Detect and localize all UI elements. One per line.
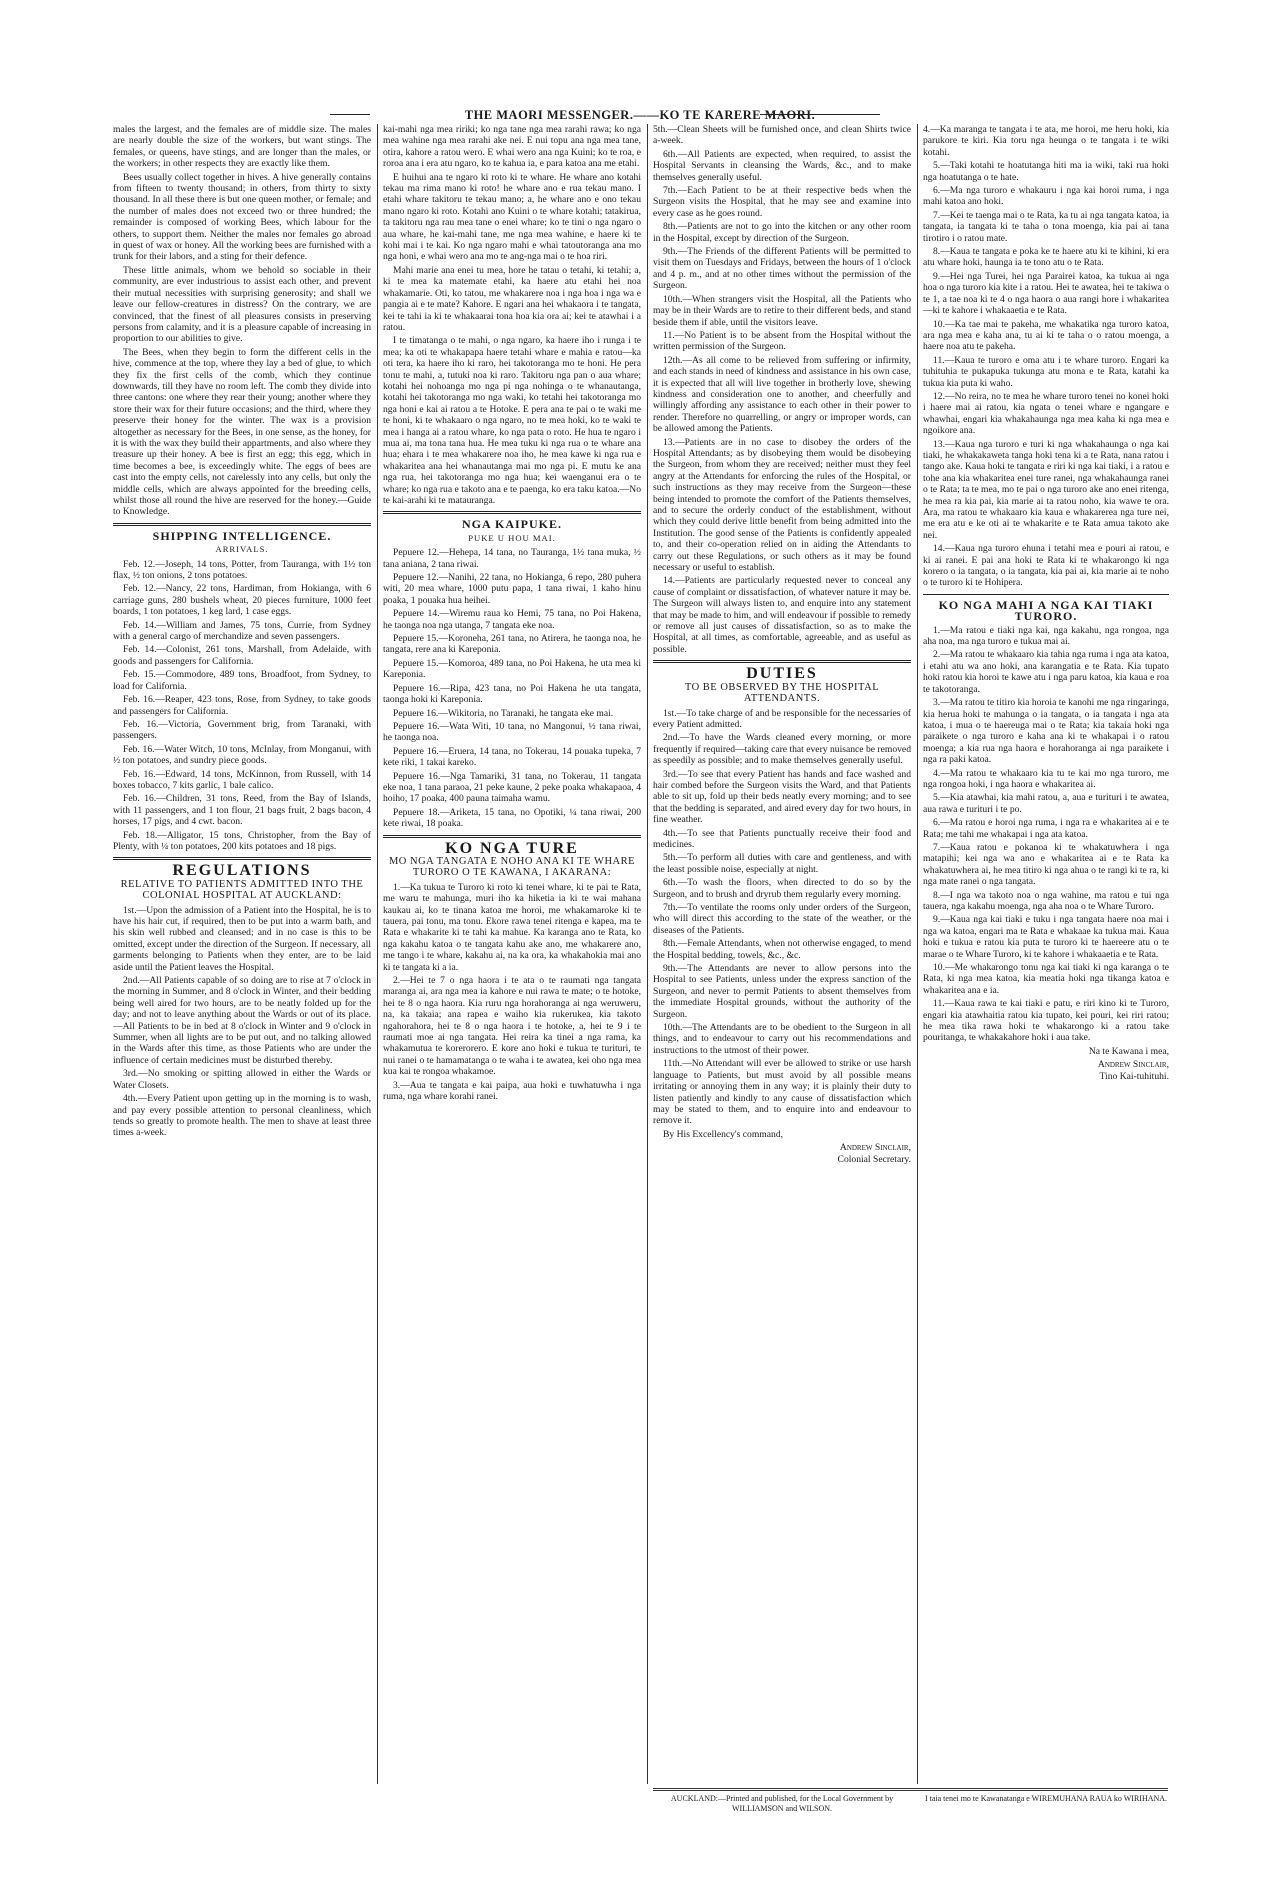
paragraph: 1.—Ma ratou e tiaki nga kai, nga kakahu, nga rongoa, nga aha noa, ma nga turoro e tukua mai ai. <box>923 624 1169 648</box>
paragraph: 10th.—When strangers visit the Hospital, all the Patients who may be in their Wards are to retire to their different beds, and stand beside them if able, until the visitors leave. <box>653 293 911 328</box>
signature-closing: Na te Kawana i mea, <box>1088 1045 1169 1057</box>
list-item: Feb. 16.—Children, 31 tons, Reed, from the Bay of Islands, with 11 passengers, and 1 ton flour, 21 bags fruit, 2 bags bacon, 4 horses, 17 pigs, and 4 cwt. bacon. <box>113 793 371 828</box>
paragraph: 13.—Kaua nga turoro e turi ki nga whakahaunga o nga kai tiaki, he whakakaweta tanga hoki tena ki a te Rata, nana ratou i tango ake. Kaua hoki te tangata e riri ki nga kai tiaki, i a ratou e tohe ana kia whakaritea enei ture ranei, nga whakahaunga ranei o te Rata; ta te mea, mo te pai o nga turoro ake ano enei ritenga, he mea ra kia pai, kia marie ai ta ratou noho, kia wawe te ora. Ara, ma ratou te whakaaro kia kaua e whakarerea nga ture nei, me era atu e ke oti ai te whakarite e te Rata amua takoto ake nei. <box>923 438 1169 541</box>
column-3 <box>653 124 911 1774</box>
signature-name: Andrew Sinclair, <box>1097 1059 1169 1071</box>
paragraph: 5th.—To perform all duties with care and gentleness, and with the least possible noise, especially at night. <box>653 852 911 875</box>
paragraph: 4.—Ka maranga te tangata i te ata, me horoi, me heru hoki, kia parukore te kiri. Kia toru nga heunga o te tangata i te wiki kotahi. <box>923 124 1169 158</box>
paragraph: E huihui ana te ngaro ki roto ki te whare. He whare ano kotahi tekau ma rima mano ki roto! he whare ano e rua tekau mano. I etahi whare takitoru te tekau mano; a, he whare ano e ono tekau mano ngaro ki roto. Kotahi ano Kuini o te whare kotahi; tatakirua, ta takitoru nga rau mea tane o enei whare; ko te tini o nga ngaro o aua whare, he kai-mahi tane, me nga mea wahine, e haere ki te kohi mai i te kai. Ko nga ngaro mahi e whai tatoutoranga ana mo nga honi, e whai wero ana mo te ang-nga mai o te hoa riri. <box>383 171 641 263</box>
paragraph: 10th.—The Attendants are to be obedient to the Surgeon in all things, and to endeavour to carry out his recommendations and instructions to the utmost of their power. <box>653 1022 911 1056</box>
list-item: Feb. 18.—Alligator, 15 tons, Christopher, from the Bay of Plenty, with ¼ ton potatoes, 200 kits potatoes and 18 pigs. <box>113 829 371 852</box>
column-rule <box>647 124 648 1784</box>
ture-subtitle: MO NGA TANGATA E NOHO ANA KI TE WHARE TURORO O TE KAWANA, I AKARANA: <box>388 855 636 879</box>
paragraph: 1.—Ka tukua te Turoro ki roto ki tenei whare, ki te pai te Rata, me waru te mahunga, muri iho ka hiketia ia ki te wai mahana kaukau ai, ko te tinana katoa me horoi, me whakamaroke ki te tauera, pai tonu, ma tonu. Ekore rawa tenei ritenga e kapea, ma te Rata e whakarite ki te tahi ka mahue. Ka karanga ano te Rata, ko nga kakahu katoa o te tangata kahu ake ano, me whakarere ano, me tango i te whare, kakahu ai, na ka ora, ka whakahokia mai ano ki te tangata ki a ia. <box>383 881 641 973</box>
paragraph: 3.—Ma ratou te titiro kia horoia te kanohi me nga ringaringa, kia heruа hoki te mahunga o ia tangata, o ia tangata i nga ata katoa, i mua o te haereuga mai o te Rata; kia takaia hoki nga paraikete o nga turoro e kaha ana ki te whakapai i o ratou moenga; a kia rua nga haora e horahoranga ai nga paraikete i nga ra paki katoa. <box>923 697 1169 766</box>
paragraph: 6th.—To wash the floors, when directed to do so by the Surgeon, and to brush and dryrub them regularly every morning. <box>653 877 911 900</box>
list-item: Pepuere 16.—Ripa, 423 tana, no Poi Hakena he uta tangata, taonga hoki ki Kareponia. <box>383 682 641 706</box>
list-item: Pepuere 16.—Wata Witi, 10 tana, no Mangonui, ½ tana riwai, he taonga noa. <box>383 720 641 744</box>
footer-rule <box>653 1788 1168 1791</box>
list-item: Pepuere 16.—Wikitoria, no Taranaki, he tangata eke mai. <box>393 707 614 719</box>
paragraph: 2.—Ma ratou te whakaaro kia tahia nga ruma i nga ata katoa, i etahi atu wa ano hoki, ana karangatia e te Rata. Kia tupato hoki ratou kia horoi te kawe atu i nga paru katoa, kia kaua e roa te takotoranga. <box>923 649 1169 695</box>
section-divider <box>383 835 641 838</box>
paragraph: 2.—Hei te 7 o nga haora i te ata o te raumati nga tangata maranga ai, ara nga mea ia kahore e nui rawa te mate; o te hotoke, hei te 8 o nga haora. Kia ruru nga horahoranga ai nga weruweru, na, ka takaia; ana rapea e waiho kia rukerukea, kia takoto ngahorahora, hei te 8 o nga haora i te hotoke, a, hei te 9 i te raumati moe ai nga tangata. Hei reira ka tinei a nga rama, ka whakamutua te korerorero. E kore ano hoki e tukua te turituri, te nui ranei o te hamamatanga o te waha i te awatea, kei oho nga mea kua kai te rongoa whakamoe. <box>383 975 641 1078</box>
shipping-list <box>113 559 371 853</box>
list-item: Pepuere 18.—Ariketa, 15 tana, no Opotiki, ¼ tana riwai, 200 kete riwai, 18 poaka. <box>383 806 641 830</box>
list-item: Pepuere 16.—Nga Tamariki, 31 tana, no Tokerau, 11 tangata eke noa, 1 tana paraoa, 21 peke kaune, 2 peke poaka whakapaoa, 4 hoiho, 17 poaka, 400 pauna taimaha wamu. <box>383 770 641 805</box>
section-divider <box>923 594 1169 595</box>
kaipuke-heading: NGA KAIPUKE. <box>461 517 562 532</box>
list-item: Feb. 16.—Water Witch, 10 tons, McInlay, from Monganui, with ½ ton potatoes, and sundry piece goods. <box>113 743 371 767</box>
list-item: Feb. 16.—Victoria, Government brig, from Taranaki, with passengers. <box>113 718 371 742</box>
paragraph: 6.—Ma ratou e horoi nga ruma, i nga ra e whakaritea ai e te Rata; me tahi me whakapai i nga ata katoa. <box>923 817 1169 840</box>
section-divider <box>383 511 641 514</box>
list-item: Pepuere 12.—Nanihi, 22 tana, no Hokianga, 6 repo, 280 puhera witi, 20 mea whare, 1000 putu papa, 1 tana riwai, 1 kaho hinu poaka, 1 pouaka hua heihei. <box>383 572 641 606</box>
list-item: Pepuere 12.—Hehepa, 14 tana, no Tauranga, 1½ tana muka, ½ tana aniana, 2 tana riwai. <box>383 547 641 570</box>
closing-line: By His Excellency's command, <box>663 1128 784 1140</box>
paragraph: The Bees, when they begin to form the different cells in the hive, commence at the top, where they lay a bed of glue, to which they fix the first cells of the comb, which they continue downwards, till they have no room left. The comb they divide into three cantons: one where they rear their young; another where they store their wax for their future occasions; and the third, where they preserve their honey for the winter. The wax is a provision altogether as necessary for the Bees, in one sense, as the honey, for it is with the wax they build their appartments, and also where they treasure up their honey. A bee is first an egg; this egg, which in time becomes a bee, is exceedingly white. The eggs of bees are cast into the empty cells, not carelessly into any cells, but only the middle cells, which are always appointed for the breeding cells, whilst those all round the hive are reserved for the honey.—Guide to Knowledge. <box>113 346 371 518</box>
paragraph: 12.—No reira, no te mea he whare turoro tenei no konei hoki i haere mai ai ratou, kia ngata o tenei whare e ngangare e whawhai, engari kia whakahaunga nga mea kaha ki nga mea e ngoikore ana. <box>923 390 1169 437</box>
column-2 <box>383 124 641 1784</box>
paragraph: 2nd.—All Patients capable of so doing are to rise at 7 o'clock in the morning in Summer, and 8 o'clock in Winter, and their bedding being well aired for two hours, are to be neatly folded up for the day; and not to leave anything about the Wards or out of its place.—All Patients to be in bed at 8 o'clock in Winter and 9 o'clock in Summer, when all lights are to be put out, and no talking allowed in the Wards after this time, as those Patients who are under the influence of certain medicines must be disturbed thereby. <box>113 975 371 1066</box>
paragraph: 4.—Ma ratou te whakaaro kia tu te kai mo nga turoro, me nga rongoa hoki, i nga haora e whakaritea ai. <box>923 767 1169 790</box>
paragraph: 8th.—Female Attendants, when not otherwise engaged, to mend the Hospital bedding, towels, &c., &c. <box>653 938 911 961</box>
paragraph: 11.—Kaua te turoro e oma atu i te whare turoro. Engari ka tuhituhia te pukapuka tukunga atu mona e te Rata, katahi ka tukua kia puta ki waho. <box>923 354 1169 389</box>
paragraph: 11th.—No Attendant will ever be allowed to strike or use harsh language to Patients, but must avoid by all possible means irritating or annoying them in any way; it is plainly their duty to listen patiently and kindly to any cause of dissatisfaction which may be stated to them, and to enquire into and endeavour to remove it. <box>653 1058 911 1127</box>
paragraph: 5.—Taki kotahi te hoatutanga hiti ma ia wiki, taki rua hoki nga hoatutanga o te hate. <box>923 160 1169 183</box>
regulations-heading: REGULATIONS <box>172 862 312 880</box>
paragraph: 9th.—The Friends of the different Patients will be permitted to visit them on Tuesdays and Fridays, between the hours of 1 o'clock and 4 p. m., and at no other times without the permission of the Surgeon. <box>653 246 911 292</box>
duties-subtitle: TO BE OBSERVED BY THE HOSPITAL ATTENDANTS. <box>684 681 880 705</box>
kaipuke-subheading: PUKE U HOU MAI. <box>468 532 556 543</box>
list-item: Feb. 12.—Nancy, 22 tons, Hardiman, from Hokianga, with 6 carriage guns, 280 bushels wheat, 20 pieces furniture, 1000 feet boards, 1 ton potatoes, 1 keg lard, 1 case eggs. <box>113 583 371 618</box>
list-item: Feb. 16.—Reaper, 423 tons, Rose, from Sydney, to take goods and passengers for California. <box>113 694 371 717</box>
section-divider <box>113 857 371 860</box>
paragraph: 12th.—As all come to be relieved from suffering or infirmity, and each stands in need of kindness and assistance in his own case, it is expected that all will live together in brotherly love, shewing kindness and consideration one to another, and cheerfully and willingly affording any assistance to each other in their power to render. Therefore no quarrelling, or angry or improper words, can be allowed among the Patients. <box>653 354 911 435</box>
paragraph: 8.—I nga wa takoto noa o nga wahine, ma ratou e tui nga tauera, nga kakahu moenga, nga aha noa o te Whare Turoro. <box>923 889 1169 912</box>
paragraph: 10.—Ka tae mai te pakeha, me whakatika nga turoro katoa, ara nga mea e kaha ana, tu ai ki te taha o o ratou moenga, a haere noa atu te pakeha. <box>923 318 1169 353</box>
paragraph: These little animals, whom we behold so sociable in their community, are ever industrious to assist each other, and prevent their mutual necessities with surprising generosity; and shall we leave our fellow-creatures in distress? On the contrary, we are convinced, that the finest of all pleasures consists in preserving persons from calamity, and it is a pleasure capable of increasing in proportion to our abilities to give. <box>113 264 371 345</box>
list-item: Pepuere 14.—Wiremu raua ko Hemi, 75 tana, no Poi Hakena, he taonga noa nga utanga, 7 tangata eke noa. <box>383 608 641 631</box>
tiaki-heading: KO NGA MAHI A NGA KAI TIAKI TURORO. <box>938 597 1154 624</box>
list-item: Pepuere 15.—Koroneha, 261 tana, no Atirera, he taonga noa, he tangata, rere ana ki Kareponia. <box>383 633 641 656</box>
paragraph: Bees usually collect together in hives. A hive generally contains from fifteen to twenty thousand; in others, from thirty to sixty thousand. In all these there is but one queen mother, or female; and the number of males does not exceed two or three hundred; the remainder is composed of working Bees, which labour for the others, to support them. Neither the males nor females go abroad in quest of wax or honey. All the working bees are furnished with a trunk for their labors, and a sting for their defence. <box>113 171 371 263</box>
paragraph: 4th.—Every Patient upon getting up in the morning is to wash, and pay every possible attention to personal cleanliness, which tends so greatly to promote health. The men to shave at least three times a-week. <box>113 1093 371 1139</box>
column-rule <box>377 124 378 1784</box>
paragraph: 8th.—Patients are not to go into the kitchen or any other room in the Hospital, except by direction of the Surgeon. <box>653 221 911 244</box>
paragraph: 8.—Kaua te tangata e poka ke te haere atu ki te kihini, ki era atu whare hoki, haunga ia te tono atu o te Rata. <box>923 246 1169 269</box>
masthead: THE MAORI MESSENGER.——KO TE KARERE MAORI. <box>464 108 816 122</box>
paragraph: 9.—Kaua nga kai tiaki e tuku i nga tangata haere noa mai i nga wa katoa, engari ma te Rata e whakaae ka tukua mai. Kaua hoki e tukua e ratou kia puta te turoro ki te haereere atu o te marae o te Whare Turoro, ki te kahore i whakaaetia e te Rata. <box>923 914 1169 960</box>
imprint-maori: I taia tenei mo te Kawanatanga e WIREMUHANA RAUA ko WIRIHANA. <box>924 1794 1168 1803</box>
paragraph: 6th.—All Patients are expected, when required, to assist the Hospital Servants in cleansing the Wards, &c., and to make themselves generally useful. <box>653 148 911 183</box>
masthead-rule-right <box>760 114 880 115</box>
paragraph: 5.—Kia atawhai, kia mahi ratou, a, aua e turituri i te awatea, aua rawa e turituri i te po. <box>923 792 1169 815</box>
paragraph: 3rd.—No smoking or spitting allowed in either the Wards or Water Closets. <box>113 1068 371 1091</box>
list-item: Feb. 14.—William and James, 75 tons, Currie, from Sydney with a general cargo of merchandize and seven passengers. <box>113 619 371 643</box>
paragraph: 1st.—Upon the admission of a Patient into the Hospital, he is to have his hair cut, if required, then to be put into a warm bath, and his skin well rubbed and cleansed; and in no case is this to be omitted, except under the direction of the Surgeon. If necessary, all garments belonging to Patients when they enter, are to be laid aside until the Patient leaves the Hospital. <box>113 904 371 973</box>
signature-name: Andrew Sinclair, <box>839 1142 911 1154</box>
list-item: Feb. 16.—Edward, 14 tons, McKinnon, from Russell, with 14 boxes tobacco, 7 kits garlic, 1 bale calico. <box>113 768 371 791</box>
regulations-subtitle: RELATIVE TO PATIENTS ADMITTED INTO THE COLONIAL HOSPITAL AT AUCKLAND: <box>120 878 364 902</box>
paragraph: I te timatanga o te mahi, o nga ngaro, ka haere iho i runga i te mea; ka oti te whakapapa haere tetahi whare e mahia e ratou—ka oti tera, ka haere iho ki raro, hei takotoranga mo te honi. He pera tonu te mahi, a, tutuki noa ki raro. Takitoru nga pan o aua whare; kotahi hei nohoanga mo nga pi nga nohinga o te whanautanga, kotahi hei takotoranga mo nga waki, ko tetahi hei takotoranga mo nga honi e kai ai ratou a te Hotoke. E pera ana te pai o te waki me te honi, ki te whakaaro o nga ngaro, no te mea hoki, ko te waki te mea i hanga ai a ratou whare, ko nga pata o roto. He hua te ngaro i mua ai, ma tona tana hua. He mea tuku ki nga rua o te whare ana hua; ehara i te mea whakarere noa iho, he mea kawe ki nga rua e whakaritea ana hei whanautanga mai mo nga pi. E mutu ke ana nga rua, hei takotoranga mo nga hua; kei waenganui era o te whare; ko nga rua e takoto ana e te paenga, ko era taku katoa.—No te kai-arahi ki te matauranga. <box>383 335 641 506</box>
paragraph: 6.—Ma nga turoro e whakauru i nga kai horoi ruma, i nga mahi katoa ano hoki. <box>923 185 1169 208</box>
paragraph: 7.—Kaua ratou e pokanoa ki te whakatuwhera i nga matapihi; kei nga wa ano e whakaritea ai e te Rata ka whakatuwhera ai, he mea titiro ki nga ahua o te rangi ki te ra, ki nga mate ranei o nga tangata. <box>923 841 1169 888</box>
paragraph: 3rd.—To see that every Patient has hands and face washed and hair combed before the Surgeon visits the Ward, and that Patients able to sit up, fold up their beds neatly every morning; and to see that the bedding is separated, and aired every day for two hours, in fine weather. <box>653 768 911 826</box>
imprint-english: AUCKLAND:—Printed and published, for the Local Government by WILLIAMSON and WILSON. <box>670 1794 894 1813</box>
paragraph: males the largest, and the females are of middle size. The males are nearly double the size of the workers, but want stings. The females, or queens, have stings, and are longer than the males, or the workers; in other respects they are exactly like them. <box>113 124 371 170</box>
list-item: Feb. 15.—Commodore, 489 tons, Broadfoot, from Sydney, to load for California. <box>113 669 371 692</box>
column-rule <box>917 124 918 1784</box>
paragraph: 2nd.—To have the Wards cleaned every morning, or more frequently if required—taking care that every nuisance be removed as speedily as possible; and to make themselves generally useful. <box>653 732 911 767</box>
ture-heading: KO NGA TURE <box>445 839 579 857</box>
paragraph: 1st.—To take charge of and be responsible for the necessaries of every Patient admitted. <box>653 707 911 730</box>
paragraph: 13.—Patients are in no case to disobey the orders of the Hospital Attendants; as by disobeying them would be disobeying the Surgeon, from whom they are received; neither must they feel angry at the Attendants for enforcing the rules of the Hospital, or such instructions as they may receive from the Surgeon—these being intended to promote the comfort of the Patients themselves, and to secure the orderly conduct of the establishment, without which they could derive little benefit from being admitted into the Institution. The good sense of the Patients is confidently appealed to, and their co-operation relied on in aiding the Attendants to carry out these Regulations, or such others as it may be found necessary or useful to establish. <box>653 436 911 574</box>
duties-heading: DUTIES <box>746 665 818 683</box>
list-item: Pepuere 16.—Eruera, 14 tana, no Tokerau, 14 pouaka tupeka, 7 kete riki, 1 takai kareko. <box>383 745 641 769</box>
paragraph: kai-mahi nga mea ririki; ko nga tane nga mea rarahi rawa; ko nga mea wahine nga mea rarahi ake nei. E nui topu ana nga mea tane, otira, kahore a ratou wero. E whai wero ana nga Kuini; ko te roa, e roroa ana i era atu ngaro, ko te kahua ia, e para katoa ana me etahi. <box>383 124 641 170</box>
shipping-subheading: ARRIVALS. <box>215 544 269 555</box>
paragraph: 11.—Kaua rawa te kai tiaki e patu, e riri kino ki te Turoro, engari kia atawhaitia ratou kia tupato, kei pouri, kei riri ratou; he mea tika rawa hoki te whakarongo ki a ratou take pouritanga, te whakakahore hoki i aua take. <box>923 998 1169 1044</box>
section-divider <box>113 523 371 526</box>
paragraph: Mahi marie ana enei tu mea, hore he tatau o tetahi, ki tetahi; a, ki te mea ka matemate etahi, ka haere atu etahi hei noa whakamarie. Oti, ko tatou, me whakarere noa i nga hoa i nga wa e pangia ai e te mate? Kahore. E ngari ana hei whakaora i te tangata, kei te tahi ia ki te whakaarai tona hoa kia ora ai; kei te atawhai i a ratou. <box>383 264 641 333</box>
list-item: Feb. 12.—Joseph, 14 tons, Potter, from Tauranga, with 1½ ton flax, ½ ton onions, 2 tons potatoes. <box>113 558 371 582</box>
shipping-heading: SHIPPING INTELLIGENCE. <box>152 528 332 543</box>
signature-title: Tino Kai-tuhituhi. <box>1099 1070 1169 1082</box>
paragraph: 7th.—To ventilate the rooms only under orders of the Surgeon, who will direct this according to the state of the weather, or the diseases of the Patients. <box>653 902 911 936</box>
column-4 <box>923 124 1169 1774</box>
list-item: Pepuere 15.—Komoroa, 489 tana, no Poi Hakena, he uta mea ki Kareponia. <box>383 657 641 681</box>
paragraph: 9.—Hei nga Turei, hei nga Parairei katoa, ka tukua ai nga hoa o nga turoro kia kite i a ratou. Hei te awatea, hei te takiwa o te 1, a tae noa ki te 4 o nga haora o aua rangi hore i whakaritea—ki te kahore i whakaaetia e te Rata. <box>923 270 1169 317</box>
paragraph: 7th.—Each Patient to be at their respective beds when the Surgeon visits the Hospital, that he may see and examine into every case as he goes round. <box>653 185 911 219</box>
section-divider <box>653 660 911 663</box>
paragraph: 4th.—To see that Patients punctually receive their food and medicines. <box>653 827 911 850</box>
paragraph: 14.—Patients are particularly requested never to conceal any cause of complaint or dissatisfaction, of whatever nature it may be. The Surgeon will always listen to, and enquire into any statement that may be made to him, and will endeavour if possible to remedy or remove all just causes of dissatisfaction, so as to make the Hospital, at all times, as comfortable, agreeable, and as useful as possible. <box>653 575 911 655</box>
paragraph: 3.—Aua te tangata e kai paipa, aua hoki e tuwhatuwha i nga ruma, nga whare korahi ranei. <box>383 1079 641 1103</box>
signature-title: Colonial Secretary. <box>837 1153 911 1165</box>
bees-article <box>113 124 371 518</box>
paragraph: 7.—Kei te taenga mai o te Rata, ka tu ai nga tangata katoa, ia tangata, ia tangata ki te taha o tona moenga, kia pai ai tana tirotiro i o ratou mate. <box>923 209 1169 244</box>
list-item: Feb. 14.—Colonist, 261 tons, Marshall, from Adelaide, with goods and passengers for California. <box>113 644 371 667</box>
paragraph: 14.—Kaua nga turoro ehuna i tetahi mea e pouri ai ratou, e ki ai ranei. E pai ana hoki te Rata ki te whakarongo ki nga korero o ia tangata, o ia tangata, kia pai ai, kia marie ai te noho o te turoro ki te Hohipera. <box>923 543 1169 589</box>
paragraph: 5th.—Clean Sheets will be furnished once, and clean Shirts twice a-week. <box>653 124 911 147</box>
paragraph: 10.—Me whakarongo tonu nga kai tiaki ki nga karanga o te Rata, ki nga mea katoa, kia meatia hoki nga tikanga katoa e whakaritea ana e ia. <box>923 962 1169 996</box>
paragraph: 11.—No Patient is to be absent from the Hospital without the written permission of the Surgeon. <box>653 329 911 353</box>
paragraph: 9th.—The Attendants are never to allow persons into the Hospital to see Patients, unless under the express sanction of the Surgeon, and never to permit Patients to absent themselves from the immediate Hospital grounds, without the authority of the Surgeon. <box>653 963 911 1020</box>
column-1 <box>113 124 371 1784</box>
